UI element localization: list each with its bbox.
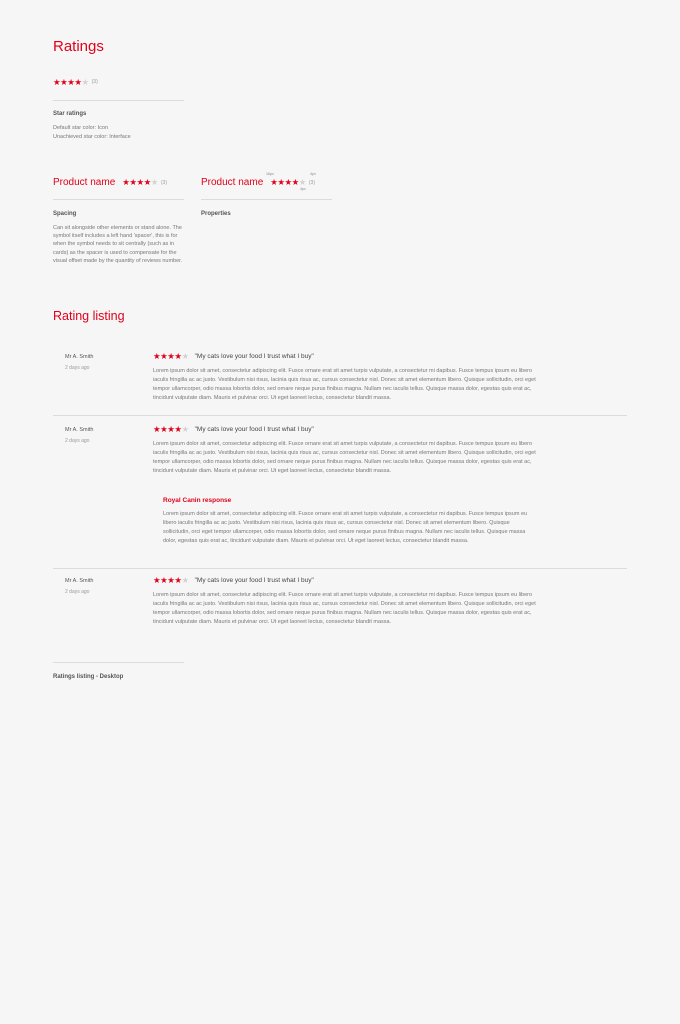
divider [201, 199, 332, 200]
review-date: 2 days ago [65, 365, 90, 371]
star-filled-icon: ★ [167, 351, 175, 361]
star-filled-icon: ★ [153, 575, 161, 585]
spacing-example [53, 177, 167, 188]
properties-caption: Properties [201, 211, 231, 217]
body-line: Lorem ipsum dolor sit amet, consectetur adipiscing elit. Fusce ornare erat sit amet turpis vulputate, a consectetur mi dapibus. Fusce tempus ipsum eu libero [153, 592, 533, 598]
star-ratings-caption: Star ratings [53, 111, 87, 117]
body-line: tempor ullamcorper, odio massa lobortis dolor, sed ornare neque purus finibus magna. Nullam nec iaculis tellus. Quisque massa dolor, egestas quis erat ac, [153, 386, 532, 393]
star-rating [53, 78, 89, 87]
star-empty-icon: ★ [150, 177, 158, 188]
star-filled-icon: ★ [174, 351, 182, 361]
body-line: Lorem ipsum dolor sit amet, consectetur adipiscing elit. Fusce ornare erat sit amet turpis vulputate, a consectetur mi dapibus. Fusce tempus ipsum eu libero [153, 368, 533, 374]
product-name: Product name [53, 177, 116, 188]
review-body [153, 440, 536, 476]
body-line: dolor, egestas quis erat ac, tincidunt vulputate diam. Mauris et pulvinar orci. Ut eget laoreet lectus, consectetur blandit massa. [163, 538, 469, 545]
star-filled-icon: ★ [160, 575, 168, 585]
review-header [153, 425, 314, 434]
property-note-bottom: 4px [300, 187, 306, 191]
body-line: Lorem ipsum dolor sit amet, consectetur adipiscing elit. Fusce ornare erat sit amet turpis vulputate, a consectetur mi dapibus. Fusce tempus ipsum eu [163, 511, 528, 517]
body-line: sollicitudin, orci eget tempor ullamcorper, odio massa lobortis dolor, sed ornare neque purus finibus magna. Nullam nec iaculis tellus. Quisque massa [163, 529, 526, 536]
review-divider [53, 568, 627, 569]
body-line: tempor ullamcorper, odio massa lobortis dolor, sed ornare neque purus finibus magna. Nullam nec iaculis tellus. Quisque massa dolor, egestas quis erat ac, [153, 610, 532, 617]
divider [53, 100, 184, 101]
review-header [153, 352, 314, 361]
star-filled-icon: ★ [136, 177, 144, 188]
star-empty-icon: ★ [181, 351, 189, 361]
response-title: Royal Canin response [163, 497, 232, 504]
star-filled-icon: ★ [143, 177, 151, 188]
star-empty-icon: ★ [81, 77, 89, 87]
reviewer-name: Mr A. Smith [65, 427, 94, 433]
star-filled-icon: ★ [153, 351, 161, 361]
property-note-top-right: 4px [310, 172, 316, 176]
review-count: (3) [91, 79, 98, 86]
star-rating [122, 178, 158, 187]
spacing-caption: Spacing [53, 211, 77, 217]
star-filled-icon: ★ [284, 177, 292, 188]
review-count: (3) [308, 179, 316, 186]
star-filled-icon: ★ [167, 575, 175, 585]
star-filled-icon: ★ [153, 424, 161, 434]
reviewer-name: Mr A. Smith [65, 578, 94, 584]
property-note-top-left: 16px [266, 172, 274, 176]
body-line: iaculis fringilla ac ac justo. Vestibulum nisi risus, lacinia quis risus ac, cursus consectetur nisl. Donec sit amet elementum libero. Quisque sollicitudin, orci eget [153, 450, 536, 457]
body-line: tempor ullamcorper, odio massa lobortis dolor, sed ornare neque purus finibus magna. Nullam nec iaculis tellus. Quisque massa dolor, egestas quis erat ac, [153, 459, 532, 466]
star-rating [270, 178, 306, 187]
body-line: libero iaculis fringilla ac ac justo. Vestibulum nisi risus, lacinia quis risus ac, cursus consectetur nisl. Donec sit amet elementum libero. Quisque [163, 520, 510, 527]
review-body [153, 591, 536, 627]
body-line: Lorem ipsum dolor sit amet, consectetur adipiscing elit. Fusce ornare erat sit amet turpis vulputate, a consectetur mi dapibus. Fusce tempus ipsum eu libero [153, 441, 533, 447]
star-filled-icon: ★ [270, 177, 278, 188]
review-date: 2 days ago [65, 438, 90, 444]
star-filled-icon: ★ [129, 177, 137, 188]
divider [53, 662, 184, 663]
spacing-description: Can sit alongside other elements or stand alone. The symbol itself includes a left hand 'spacer', this is for when the symbol needs to sit centrally (such as in cards) as the spacer is used to compensate for the visual offset made by the quantity of reviews number. [53, 225, 183, 264]
body-line: tincidunt vulputate diam. Mauris et pulvinar orci. Ut eget laoreet lectus, consectetur blandit massa. [153, 468, 392, 475]
review-date: 2 days ago [65, 589, 90, 595]
body-line: iaculis fringilla ac ac justo. Vestibulum nisi risus, lacinia quis risus ac, cursus consectetur nisl. Donec sit amet elementum libero. Quisque sollicitudin, orci eget [153, 377, 536, 384]
star-rating [153, 425, 189, 434]
response-body [163, 510, 527, 546]
body-line: iaculis fringilla ac ac justo. Vestibulum nisi risus, lacinia quis risus ac, cursus consectetur nisl. Donec sit amet elementum libero. Quisque sollicitudin, orci eget [153, 601, 536, 608]
star-color-line-1: Default star color: Icon [53, 125, 109, 131]
star-filled-icon: ★ [122, 177, 130, 188]
properties-example [201, 177, 315, 188]
star-filled-icon: ★ [60, 77, 68, 87]
star-filled-icon: ★ [74, 77, 82, 87]
star-filled-icon: ★ [167, 424, 175, 434]
review-quote: "My cats love your food I trust what I buy" [194, 352, 314, 360]
star-filled-icon: ★ [174, 424, 182, 434]
review-divider [53, 415, 627, 416]
star-filled-icon: ★ [67, 77, 75, 87]
review-count: (3) [160, 179, 168, 186]
star-empty-icon: ★ [298, 177, 306, 188]
star-empty-icon: ★ [181, 575, 189, 585]
star-filled-icon: ★ [174, 575, 182, 585]
star-color-line-2: Unachieved star color: Interface [53, 134, 131, 140]
review-body [153, 367, 536, 403]
product-name: Product name [201, 177, 264, 188]
listing-title: Rating listing [53, 309, 125, 323]
reviewer-name: Mr A. Smith [65, 354, 94, 360]
review-header [153, 576, 314, 585]
star-empty-icon: ★ [181, 424, 189, 434]
star-filled-icon: ★ [53, 77, 61, 87]
demo-rating [53, 78, 98, 87]
divider [53, 199, 184, 200]
star-rating [153, 576, 189, 585]
star-filled-icon: ★ [160, 424, 168, 434]
review-quote: "My cats love your food I trust what I buy" [194, 425, 314, 433]
body-line: tincidunt vulputate diam. Mauris et pulvinar orci. Ut eget laoreet lectus, consectetur blandit massa. [153, 395, 392, 402]
star-filled-icon: ★ [277, 177, 285, 188]
ratings-title: Ratings [53, 38, 104, 55]
body-line: tincidunt vulputate diam. Mauris et pulvinar orci. Ut eget laoreet lectus, consectetur blandit massa. [153, 619, 392, 626]
star-filled-icon: ★ [160, 351, 168, 361]
star-filled-icon: ★ [291, 177, 299, 188]
review-quote: "My cats love your food I trust what I buy" [194, 576, 314, 584]
star-rating [153, 352, 189, 361]
listing-caption: Ratings listing - Desktop [53, 674, 124, 680]
